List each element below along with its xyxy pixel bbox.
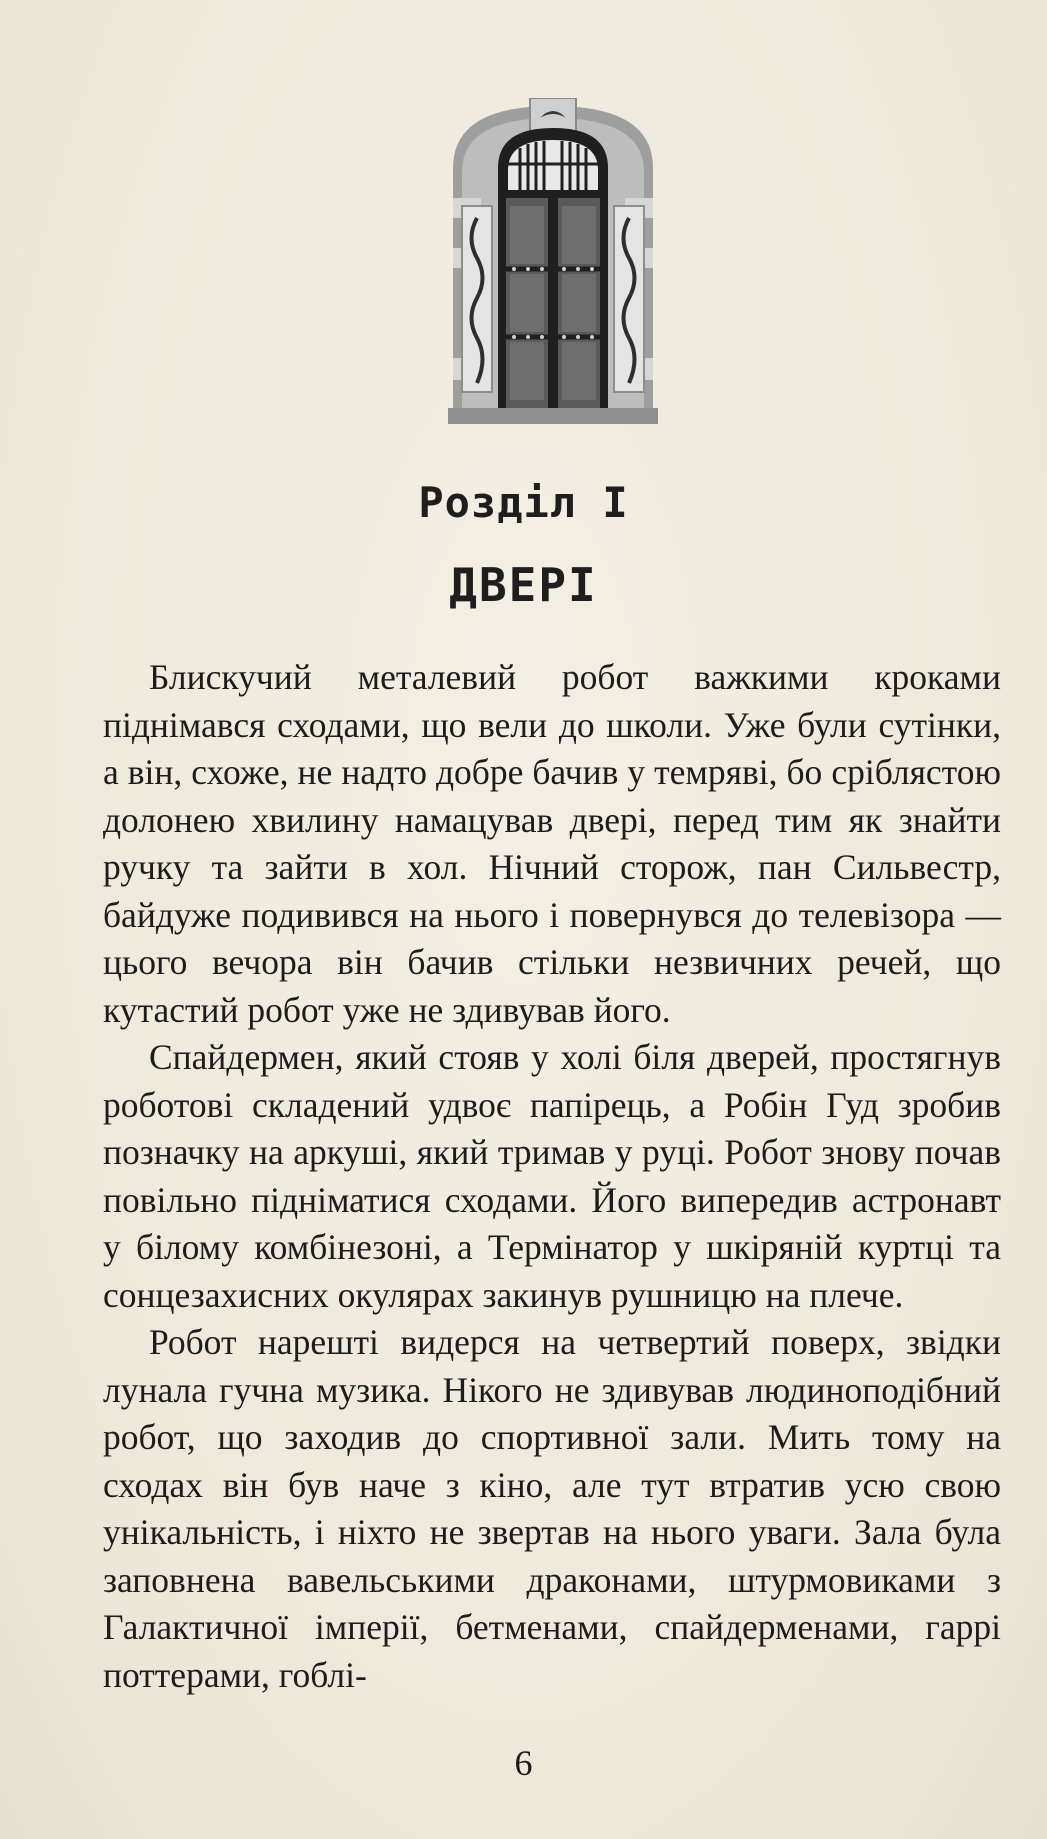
chapter-title: ДВЕРІ: [449, 558, 598, 612]
page-number: 6: [514, 1743, 533, 1783]
chapter-label: Розділ I: [418, 478, 629, 527]
paragraph: Блискучий металевий робот важкими кроками піднімався сходами, що вели до школи. Уже були сутінки, а він, схоже, не надто добре бачив у темряві, бо сріблястою долонею хвилину намацував двері, перед тим як знайти ручку та зайти в хол. Нічний сторож, пан Сильвестр, байдуже подивився на нього і повернувся до телевізора — цього вечора він бачив стільки незвичних речей, що кутастий робот уже не здивував його.: [103, 657, 1001, 1030]
paragraph: Робот нарешті видерся на четвертий поверх, звідки лунала гучна музика. Нікого не здивував людиноподібний робот, що заходив до спортивної зали. Мить тому на сходах він був наче з кіно, але тут втратив усю свою унікальність, і ніхто не звертав на нього уваги. Зала була заповнена вавельськими драконами, штурмовиками з Галактичної імперії, бетменами, спайдерменами, гаррі поттерами, гоблі-: [103, 1322, 1001, 1695]
arched-door-illustration: [448, 98, 658, 424]
chapter-text: [103, 654, 1001, 1699]
paragraph: Спайдермен, який стояв у холі біля дверей, простягнув роботові складений удвоє папірець, а Робін Гуд зробив позначку на аркуші, який тримав у руці. Робот знову почав повільно підніматися сходами. Його випередив астронавт у білому комбінезоні, а Термінатор у шкіряній куртці та сонцезахисних окулярах закинув рушницю на плече.: [103, 1037, 1001, 1315]
